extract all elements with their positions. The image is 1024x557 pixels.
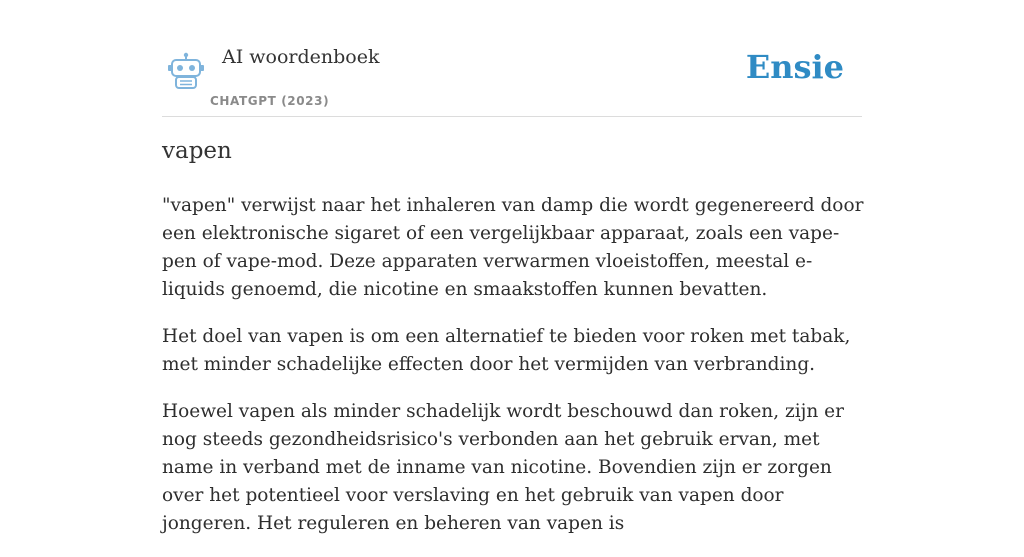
robot-icon [166, 52, 206, 90]
header [162, 38, 862, 117]
definition-paragraph-3: Hoewel vapen als minder schadelijk wordt beschouwd dan roken, zijn er nog steeds gezondheidsrisico's verbonden aan het gebruik ervan, met name in verband met de inname van nicotine. Bovendien zijn er zorgen over het potentieel voor verslaving en het gebruik van vapen door jongeren. Het reguleren en beheren van vapen is [162, 401, 844, 534]
definition-paragraph-2: Het doel van vapen is om een alternatief te bieden voor roken met tabak, met minder schadelijke effecten door het vermijden van verbranding. [162, 326, 851, 375]
definition-paragraph-1: "vapen" verwijst naar het inhaleren van damp die wordt gegenereerd door een elektronische sigaret of een vergelijkbaar apparaat, zoals een vape-pen of vape-mod. Deze apparaten verwarmen vloeistoffen, meestal e-liquids genoemd, die nicotine en smaakstoffen kunnen bevatten. [162, 195, 864, 300]
site-title: AI woordenboek [222, 46, 380, 68]
headword: vapen [162, 138, 232, 164]
source-subtitle: CHATGPT (2023) [210, 94, 330, 108]
definition-body [162, 192, 870, 557]
ensie-logo-link[interactable]: Ensie [745, 48, 844, 86]
